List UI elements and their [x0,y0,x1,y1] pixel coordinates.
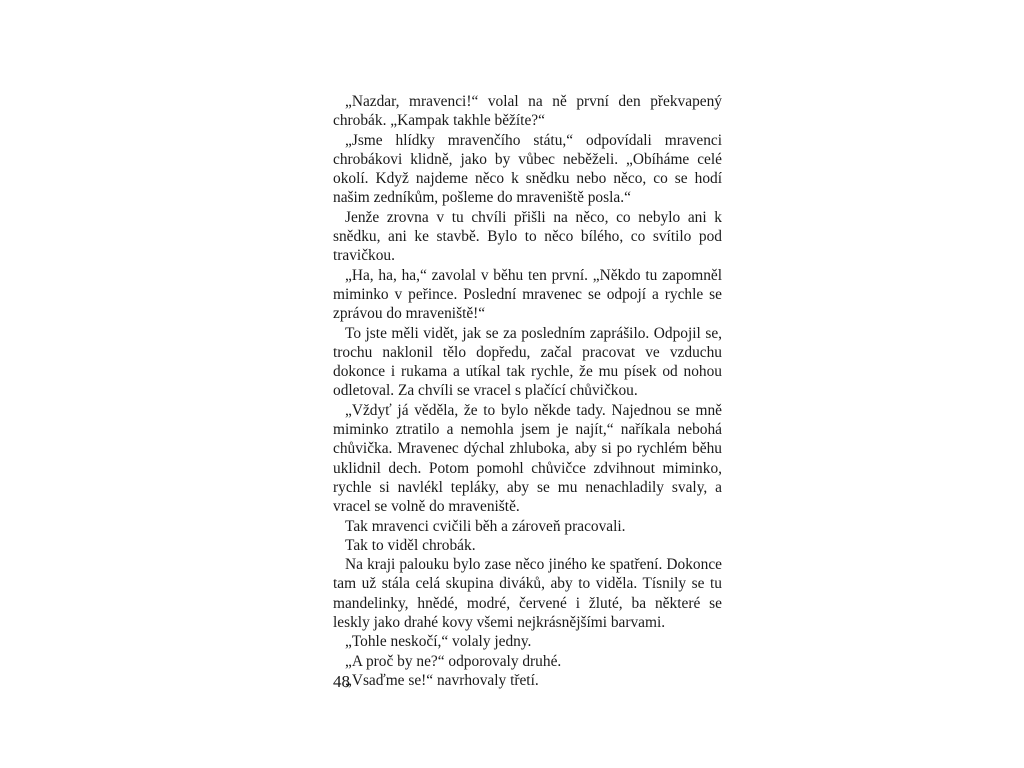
paragraph: Tak to viděl chrobák. [345,536,476,554]
paragraph: „A proč by ne?“ odporovaly druhé. [345,652,562,670]
paragraph: „Vždyť já věděla, že to bylo někde tady. Najednou se mně miminko ztratilo a nemohla jsem je najít,“ naříkala nebohá chůvička. Mravenec dýchal zhluboka, aby si po rychlém běhu uklidnil dech. Potom pomohl chůvičce zdvihnout miminko, rychle si navlékl tepláky, aby se mu nenachladily svaly, a vracel se volně do mraveniště. [333,401,722,516]
paragraph: Tak mravenci cvičili běh a zároveň pracovali. [345,517,626,535]
paragraph: „Vsaďme se!“ navrhovaly třetí. [345,671,539,689]
paragraph: „Nazdar, mravenci!“ volal na ně první den překvapený chrobák. „Kampak takhle běžíte?“ [333,93,722,130]
paragraph: „Ha, ha, ha,“ zavolal v běhu ten první. „Někdo tu zapomněl miminko v peřince. Poslední mravenec se odpojí a rychle se zprávou do mraveniště!“ [333,266,722,323]
paragraph: „Jsme hlídky mravenčího státu,“ odpovídali mravenci chrobákovi klidně, jako by vůbec neběželi. „Obíháme celé okolí. Když najdeme něco k snědku nebo něco, co se hodí našim zedníkům, pošleme do mraveniště posla.“ [333,131,722,207]
paragraph: To jste měli vidět, jak se za posledním zaprášilo. Odpojil se, trochu naklonil tělo dopředu, začal pracovat ve vzduchu dokonce i rukama a utíkal tak rychle, že mu písek od nohou odletoval. Za chvíli se vracel s plačící chůvičkou. [333,324,722,400]
paragraph: „Tohle neskočí,“ volaly jedny. [345,633,532,651]
page-number: 48 [333,672,350,691]
paragraph: Jenže zrovna v tu chvíli přišli na něco, co nebylo ani k snědku, ani ke stavbě. Bylo to něco bílého, co svítilo pod travičkou. [333,208,722,265]
body-text [333,92,722,690]
paragraph: Na kraji palouku bylo zase něco jiného ke spatření. Dokonce tam už stála celá skupina diváků, aby to viděla. Tísnily se tu mandelinky, hnědé, modré, červené i žluté, ba některé se leskly jako drahé kovy všemi nejkrásnějšími barvami. [333,556,722,632]
